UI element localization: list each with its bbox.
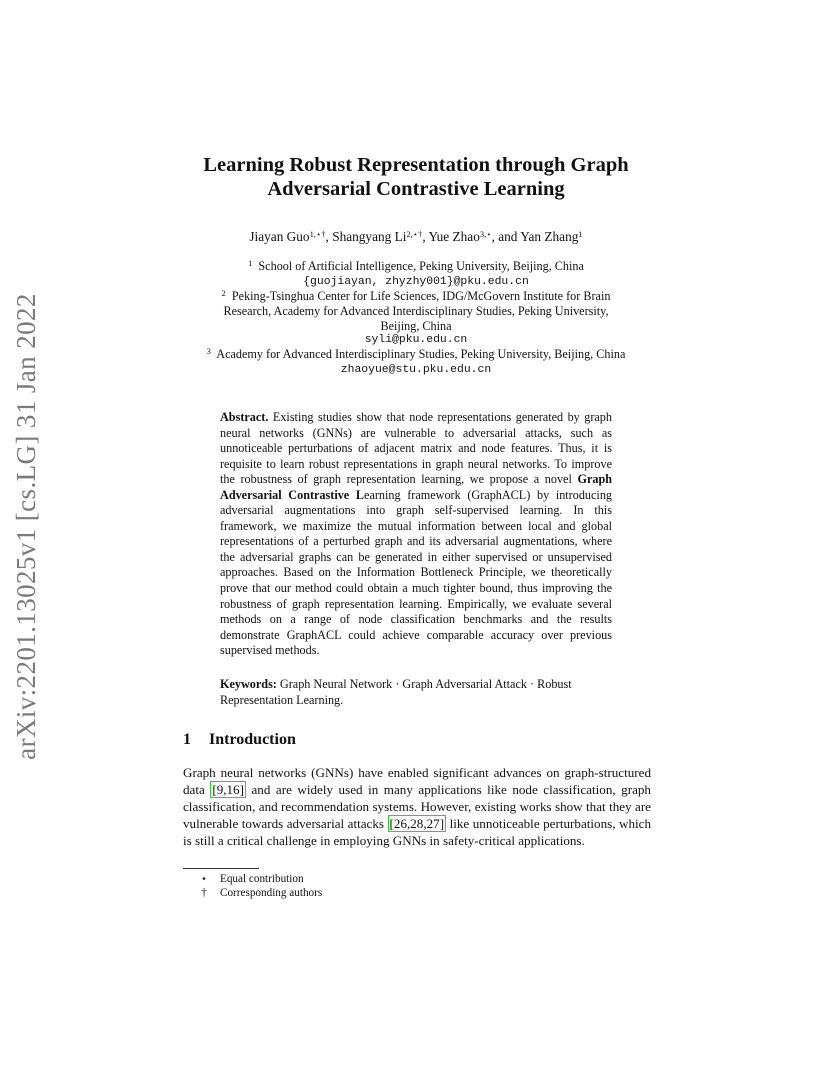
author-mark: 3,⋆ [479,229,492,239]
abstract-text: Existing studies show that node representations generated by graph neural networks (GNNs) are vulnerable to adversarial attacks, such as unnoticeable perturbations of adjacent matrix and node features. Thus, it is requisite to learn robust representations in graph neural networks. To improve the robustness of graph representation learning, we propose a novel [220,410,612,487]
affiliation-2: $^2$ Peking-Tsinghua Center for Life Sciences, IDG/McGovern Institute for Brain Research, Academy for Advanced Interdisciplinary Studies, Peking University, Beijing, China [221,288,611,333]
author-mark: 1 [578,229,583,239]
affiliation-3: $^3$ Academy for Advanced Interdisciplinary Studies, Peking University, Beijing, China [206,346,626,361]
author-name: Shangyang Li [332,229,407,244]
keywords [220,677,612,708]
title-line-1: Learning Robust Representation through Graph [203,154,629,176]
abstract-text-cont: (GraphACL) by introducing adversarial augmentations into graph self-supervised learning. In this framework, we maximize the mutual information between local and global representations of a perturbed graph and its adversarial augmentations, where the adversarial graphs can be generated in either supervised or unsupervised approaches. Based on the Information Bottleneck Principle, we theoretically prove that our method could obtain a much tighter bound, thus improving the robustness of graph representation learning. Empirically, we evaluate several methods on a range of node classification benchmarks and the results demonstrate GraphACL could achieve comparable accuracy over previous supervised methods. [220,487,613,658]
author-name: Jiayan Guo [249,229,310,244]
section-title: Introduction [209,731,296,748]
author-mark: 1,⋆† [309,229,326,239]
author-name: Yan Zhang [520,229,579,244]
footnote-text: Corresponding authors [220,887,323,899]
citation-link[interactable]: [26,28,27] [389,815,445,831]
author-mark: 2,⋆† [406,229,423,239]
footnote [188,887,322,899]
author-list: Jiayan Guo$^{1,⋆\dagger}$, Shangyang $Li^{2,⋆\dagger}$, Yue Zhao$^{3,⋆}$, and Yan Zhang$^1$ [249,229,583,244]
arxiv-id-text: arXiv:2201.13025v1 [cs.LG] 31 Jan 2022 [10,292,41,760]
abstract-label: Abstract. [220,410,269,424]
author-name: Yue Zhao [428,229,480,244]
intro-paragraph: Graph neural networks (GNNs) have enabled significant advances on graph-structured data [9,16] and are widely used in many applications like node classification, graph classification, and recommendation systems. However, existing works show that they are vulnerable towards adversarial attacks [26,28,27] like unnoticeable perturbations, which is still a critical challenge in employing GNNs in safety-critical applications. [183,765,652,848]
section-number: 1 [183,731,191,748]
arxiv-identifier [2,292,50,760]
citation-link[interactable]: [9,16] [212,781,244,797]
section-heading [183,731,296,749]
affiliation-1-email: {guojiayan, zhyzhy001}@pku.edu.cn [303,276,529,288]
affiliation-1: $^1$ School of Artificial Intelligence, Peking University, Beijing, China [248,258,584,273]
keywords-text: Graph Neural Network · Graph Adversarial Attack · Robust Representation Learning. [220,677,572,707]
footnote-symbol: ⋆ [200,873,208,885]
affiliation-3-email: zhaoyue@stu.pku.edu.cn [340,364,492,376]
footnote [188,872,304,885]
title-line-2: Adversarial Contrastive Learning [267,178,565,200]
keywords-label: Keywords: [220,677,277,691]
paper-title [130,153,702,201]
footnote-rule [183,868,259,869]
affiliation-2-email: syli@pku.edu.cn [364,334,468,346]
abstract: Abstract. Existing studies show that node representations generated by graph neural networks (GNNs) are vulnerable to adversarial attacks, such as unnoticeable perturbations of adjacent matrix and node features. Thus, it is requisite to learn robust representations in graph neural networks. To improve the robustness of graph representation learning, we propose a novel Graph Adversarial Contrastive Learning framework (GraphACL) by introducing adversarial augmentations into graph self-supervised learning. In this framework, we maximize the mutual information between local and global representations of a perturbed graph and its adversarial augmentations, where the adversarial graphs can be generated in either supervised or unsupervised approaches. Based on the Information Bottleneck Principle, we theoretically prove that our method could obtain a much tighter bound, thus improving the robustness of graph representation learning. Empirically, we evaluate several methods on a range of node classification benchmarks and the results demonstrate GraphACL could achieve comparable accuracy over previous supervised methods. [220,410,613,658]
footnote-text: Equal contribution [220,873,304,885]
footnote-symbol: † [201,887,207,899]
